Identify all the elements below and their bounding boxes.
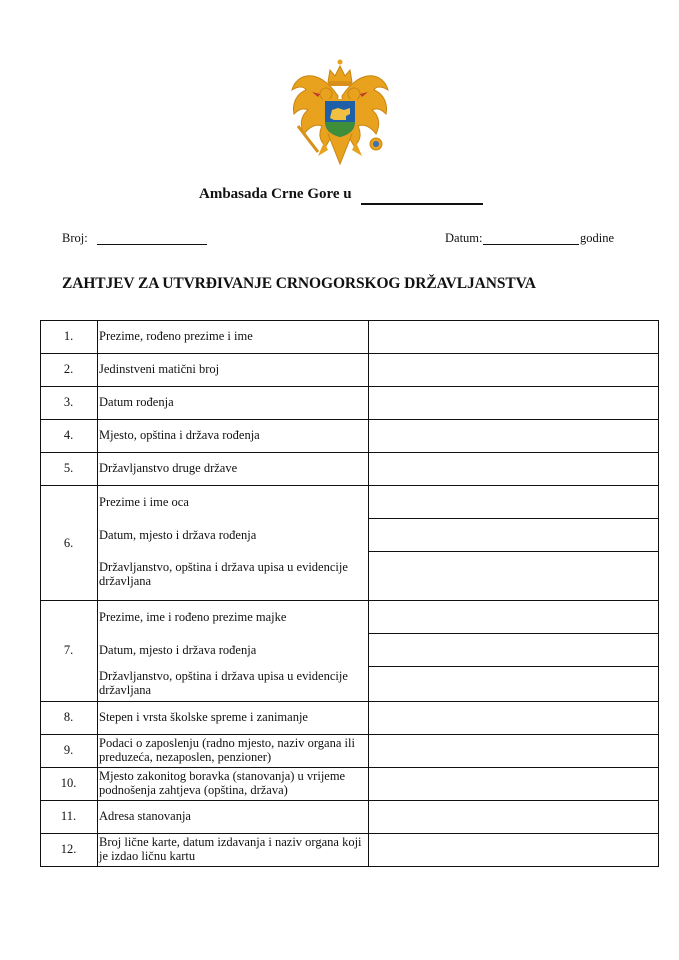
field-input-address[interactable] <box>370 801 657 833</box>
field-input-mother-birth[interactable] <box>370 634 657 666</box>
row-number: 9. <box>63 743 74 757</box>
row-number: 6. <box>63 536 74 550</box>
row-number: 3. <box>63 395 74 409</box>
datum-label: Datum: <box>445 231 483 245</box>
field-label-mother-birth: Datum, mjesto i država rođenja <box>99 643 257 657</box>
row-number: 2. <box>63 362 74 376</box>
field-label-address: Adresa stanovanja <box>99 809 191 823</box>
field-input-father-birth[interactable] <box>370 519 657 551</box>
application-form-table <box>40 320 659 867</box>
row-number: 12. <box>60 842 77 856</box>
field-label-surname-name: Prezime, rođeno prezime i ime <box>99 329 253 343</box>
datum-field[interactable] <box>483 244 579 245</box>
row-number: 5. <box>63 461 74 475</box>
field-input-birth-date[interactable] <box>370 387 657 419</box>
broj-field[interactable] <box>97 244 207 245</box>
column-divider-1 <box>97 320 98 867</box>
field-label-birth-place: Mjesto, opština i država rođenja <box>99 428 260 442</box>
godine-label: godine <box>580 231 615 245</box>
row-number: 11. <box>60 809 77 823</box>
field-label-id-card: Broj lične karte, datum izdavanja i naziv organa koji je izdao ličnu kartu <box>99 835 362 863</box>
field-label-jmbg: Jedinstveni matični broj <box>99 362 220 376</box>
row-number: 4. <box>63 428 74 442</box>
embassy-label: Ambasada Crne Gore u <box>199 186 352 202</box>
field-input-surname-name[interactable] <box>370 321 657 353</box>
field-input-father-citizenship[interactable] <box>370 552 657 600</box>
field-input-mother-citizenship[interactable] <box>370 667 657 701</box>
row-number: 7. <box>63 643 74 657</box>
field-input-id-card[interactable] <box>370 834 657 866</box>
row-number: 1. <box>63 329 74 343</box>
field-label-employment: Podaci o zaposlenju (radno mjesto, naziv organa ili preduzeća, nezaposlen, penzioner) <box>99 736 355 764</box>
field-input-mother-name[interactable] <box>370 601 657 633</box>
field-label-father-name: Prezime i ime oca <box>99 495 189 509</box>
row-divider <box>40 866 659 867</box>
field-input-jmbg[interactable] <box>370 354 657 386</box>
field-input-education[interactable] <box>370 702 657 734</box>
field-input-residence[interactable] <box>370 768 657 800</box>
embassy-name-field[interactable] <box>361 203 483 205</box>
field-label-birth-date: Datum rođenja <box>99 395 174 409</box>
coat-of-arms-icon <box>288 56 392 170</box>
field-label-residence: Mjesto zakonitog boravka (stanovanja) u vrijeme podnošenja zahtjeva (opština, država) <box>99 769 346 797</box>
page-title: ZAHTJEV ZA UTVRĐIVANJE CRNOGORSKOG DRŽAVLJANSTVA <box>62 275 536 292</box>
table-border-right <box>658 320 659 867</box>
field-label-mother-citizenship: Državljanstvo, opština i država upisa u evidencije državljana <box>99 669 348 697</box>
broj-label: Broj: <box>62 231 88 245</box>
field-input-employment[interactable] <box>370 735 657 767</box>
field-label-father-citizenship: Državljanstvo, opština i država upisa u evidencije državljana <box>99 560 348 588</box>
field-label-mother-name: Prezime, ime i rođeno prezime majke <box>99 610 287 624</box>
field-input-father-name[interactable] <box>370 486 657 518</box>
field-label-other-citizenship: Državljanstvo druge države <box>99 461 238 475</box>
field-label-education: Stepen i vrsta školske spreme i zanimanje <box>99 710 308 724</box>
field-input-birth-place[interactable] <box>370 420 657 452</box>
row-number: 8. <box>63 710 74 724</box>
field-input-other-citizenship[interactable] <box>370 453 657 485</box>
row-number: 10. <box>60 776 77 790</box>
field-label-father-birth: Datum, mjesto i država rođenja <box>99 528 257 542</box>
